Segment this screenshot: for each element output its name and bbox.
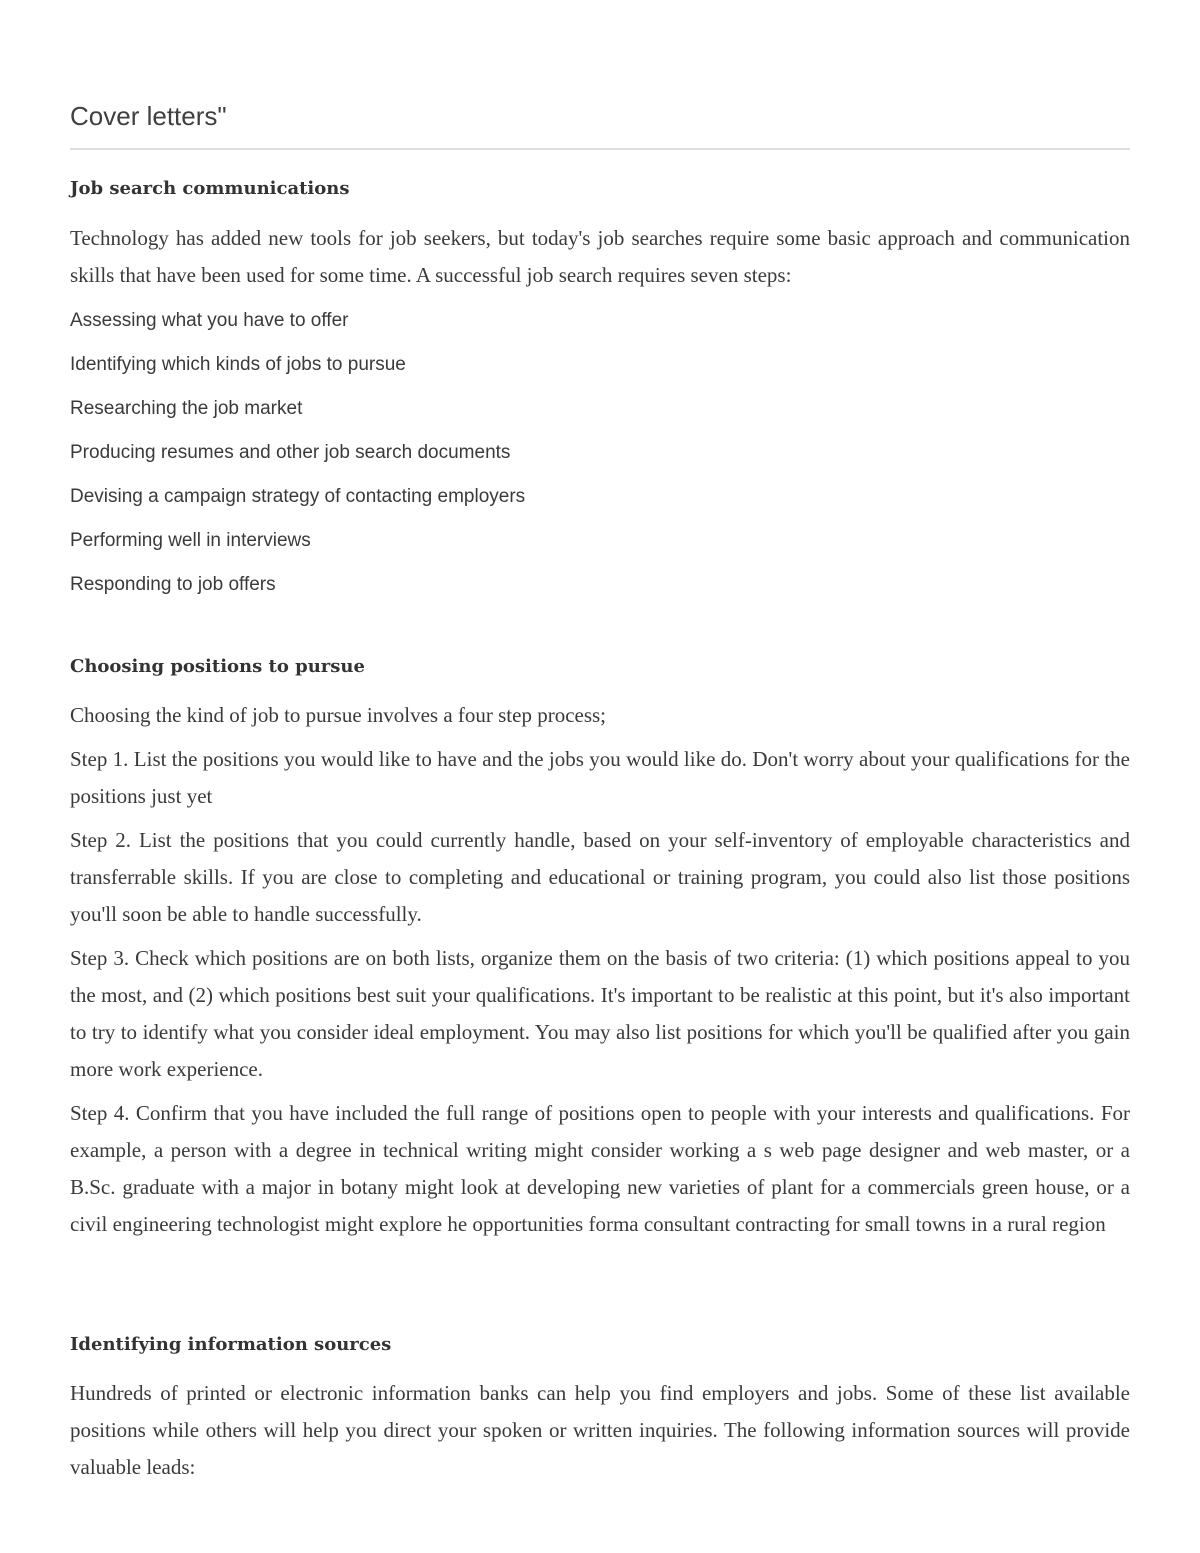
list-item: Identifying which kinds of jobs to pursue (70, 354, 406, 375)
title-divider (70, 148, 1130, 150)
paragraph: Technology has added new tools for job seekers, but today's job searches require some basic approach and communication skills that have been used for some time. A successful job search requires seven steps: (70, 226, 1130, 287)
paragraph: Step 3. Check which positions are on both lists, organize them on the basis of two criteria: (1) which positions appeal to you the most, and (2) which positions best suit your qualifications. It's important to be realistic at this point, but it's also important to try to identify what you consider ideal employment. You may also list positions for which you'll be qualified after you gain more work experience. (70, 946, 1130, 1081)
job-search-steps-list (70, 307, 1130, 599)
list-item: Devising a campaign strategy of contacting employers (70, 486, 526, 507)
section-heading: Job search communications (70, 178, 350, 199)
page-title: Cover letters" (70, 101, 227, 131)
list-item: Performing well in interviews (70, 530, 311, 551)
paragraph: Step 4. Confirm that you have included the full range of positions open to people with your interests and qualifications. For example, a person with a degree in technical writing might consider working a s web page designer and web master, or a B.Sc. graduate with a major in botany might look at developing new varieties of plant for a commercials green house, or a civil engineering technologist might explore he opportunities forma consultant contracting for small towns in a rural region (70, 1101, 1130, 1236)
paragraph: Step 2. List the positions that you could currently handle, based on your self-inventory of employable characteristics and transferrable skills. If you are close to completing and educational or training program, you could also list those positions you'll soon be able to handle successfully. (70, 828, 1130, 926)
list-item: Producing resumes and other job search documents (70, 442, 511, 463)
paragraph: Choosing the kind of job to pursue involves a four step process; (70, 703, 607, 727)
section-information-sources (70, 1331, 1130, 1486)
list-item: Responding to job offers (70, 574, 276, 595)
section-choosing-positions (70, 653, 1130, 1243)
section-job-search-communications (70, 175, 1130, 615)
list-item: Assessing what you have to offer (70, 310, 349, 331)
paragraph: Step 1. List the positions you would like to have and the jobs you would like do. Don't worry about your qualifications for the positions just yet (70, 747, 1130, 808)
list-item: Researching the job market (70, 398, 303, 419)
section-heading: Choosing positions to pursue (70, 656, 365, 677)
section-heading: Identifying information sources (70, 1334, 392, 1355)
paragraph: Hundreds of printed or electronic information banks can help you find employers and jobs. Some of these list available positions while others will help you direct your spoken or written inquiries. The following information sources will provide valuable leads: (70, 1381, 1130, 1479)
